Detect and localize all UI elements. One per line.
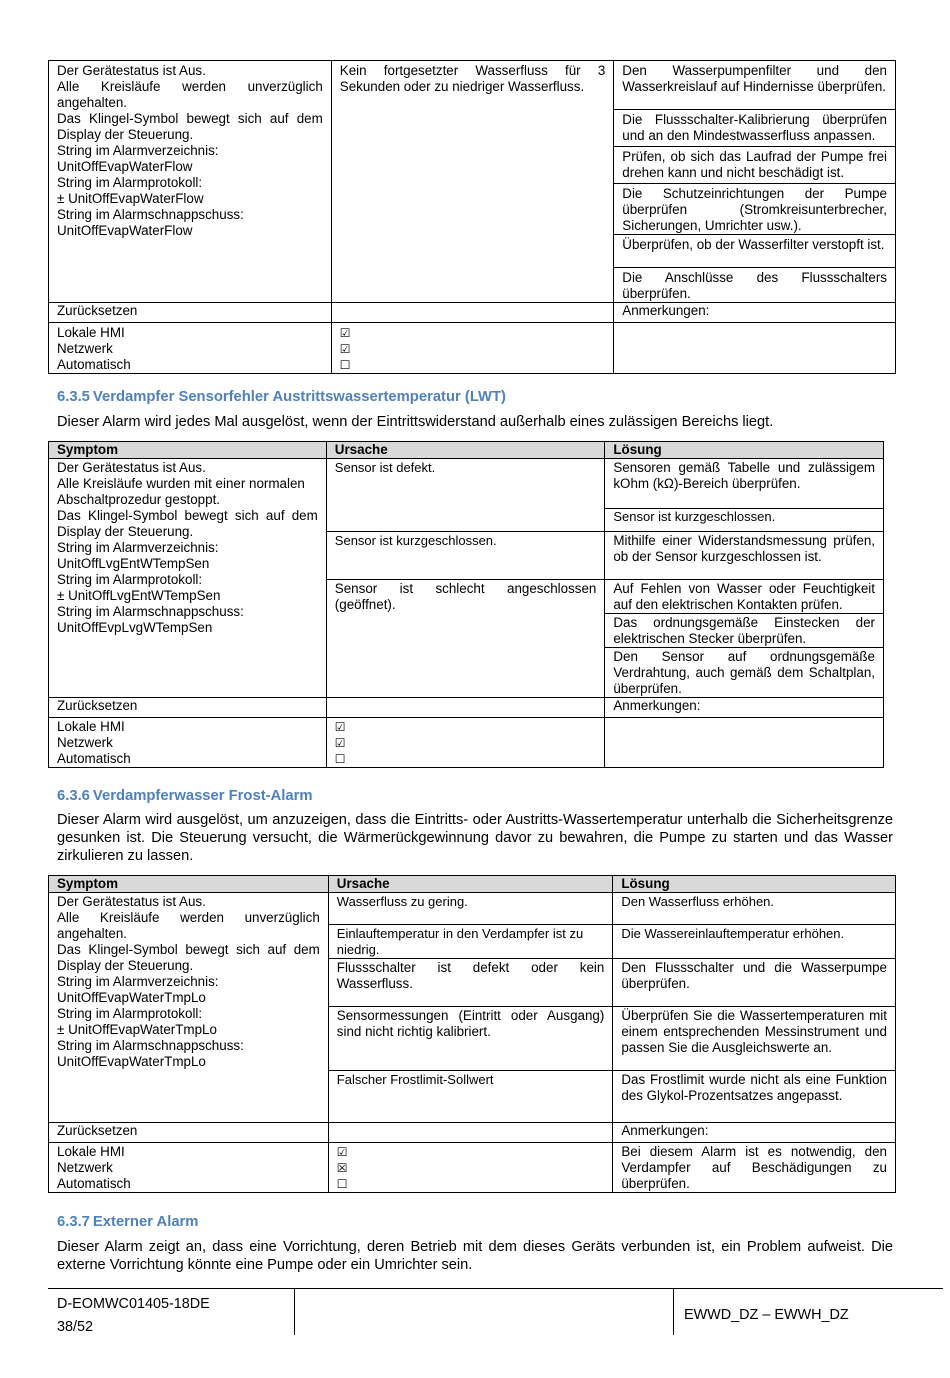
symptom-line: Der Gerätestatus ist Aus. (57, 460, 206, 475)
reset-mode-local: Lokale HMI (57, 1144, 125, 1159)
symptom-line: Der Gerätestatus ist Aus. (57, 894, 206, 909)
symptom-line: UnitOffEvapWaterTmpLo (57, 990, 206, 1005)
symptom-line: String im Alarmverzeichnis: (57, 974, 219, 989)
section-paragraph: Dieser Alarm zeigt an, dass eine Vorrichtung, deren Betrieb mit dem dieses Geräts verbunden ist, ein Problem aufweist. Die externe Vorrichtung könnte eine Pumpe oder ein Umrichter sein. (57, 1239, 893, 1273)
cause-cell: Sensormessungen (Eintritt oder Ausgang) sind nicht richtig kalibriert. (328, 1007, 613, 1071)
reset-mode-network: Netzwerk (57, 1160, 113, 1175)
table-row (49, 698, 884, 718)
solution-cell: Überprüfen Sie die Wassertemperaturen mit einem entsprechenden Messinstrument und passen Sie die Ausgleichswerte an. (613, 1007, 896, 1071)
symptom-line: UnitOffEvpLvgWTempSen (57, 620, 213, 635)
section-paragraph: Dieser Alarm wird ausgelöst, um anzuzeigen, dass die Eintritts- oder Austritts-Wassertemperatur unterhalb die Sicherheitsgrenze gesunken ist. Die Steuerung versucht, die Wärmerückgewinnung davor zu bewahren, die Pumpe zu starten und das Wasser zirkulieren zu lassen. (57, 812, 893, 864)
table-row (49, 718, 884, 768)
solution-cell: Den Wasserpumpenfilter und den Wasserkreislauf auf Hindernisse überprüfen. (614, 61, 896, 110)
section-number: 6.3.5 (57, 389, 90, 405)
section-heading (57, 389, 506, 405)
reset-mode-auto: Automatisch (57, 751, 131, 766)
notes-label: Anmerkungen: (613, 1123, 896, 1143)
cause-cell: Sensor ist schlecht angeschlossen (geöffnet). (326, 580, 605, 698)
table-header-row (49, 442, 884, 459)
footer-page-number: 38/52 (57, 1319, 94, 1335)
symptom-cell (49, 893, 329, 1123)
reset-mode-auto: Automatisch (57, 1176, 131, 1191)
symptom-line: Alle Kreisläufe wurden mit einer normalen Abschaltprozedur gestoppt. (57, 476, 305, 507)
column-header: Ursache (328, 876, 613, 893)
checkbox-icon: ☐ (339, 358, 351, 372)
symptom-line: UnitOffLvgEntWTempSen (57, 556, 210, 571)
checkbox-icon: ☑ (336, 1145, 348, 1159)
cause-cell: Sensor ist defekt. (326, 459, 605, 532)
solution-cell: Das ordnungsgemäße Einstecken der elektrischen Stecker überprüfen. (605, 614, 884, 648)
table-header-row (49, 876, 896, 893)
solution-cell: Prüfen, ob sich das Laufrad der Pumpe frei drehen kann und nicht beschädigt ist. (614, 147, 896, 184)
footer-separator (294, 1289, 295, 1335)
symptom-line: UnitOffEvapWaterFlow (57, 223, 193, 238)
symptom-line: ± UnitOffEvapWaterFlow (57, 191, 204, 206)
notes-cell (605, 718, 884, 768)
notes-cell (614, 323, 896, 374)
reset-mode-local: Lokale HMI (57, 325, 125, 340)
checkbox-icon: ☐ (334, 752, 346, 766)
section-heading (57, 788, 313, 804)
table-row (49, 459, 884, 509)
reset-checks-cell (326, 718, 605, 768)
reset-checks-cell (331, 323, 614, 374)
symptom-cell (49, 61, 332, 303)
column-header: Symptom (49, 442, 327, 459)
solution-cell: Das Frostlimit wurde nicht als eine Funktion des Glykol-Prozentsatzes angepasst. (613, 1071, 896, 1123)
column-header: Lösung (613, 876, 896, 893)
symptom-line: String im Alarmprotokoll: (57, 572, 203, 587)
cause-cell: Einlauftemperatur in den Verdampfer ist zu niedrig. (328, 925, 613, 959)
table-row (49, 303, 896, 323)
symptom-line: Der Gerätestatus ist Aus. (57, 63, 206, 78)
table-row (49, 1123, 896, 1143)
solution-cell: Die Wassereinlauftemperatur erhöhen. (613, 925, 896, 959)
frost-alarm-table (48, 875, 896, 1193)
symptom-line: Das Klingel-Symbol bewegt sich auf dem Display der Steuerung. (57, 508, 318, 539)
table-row (49, 323, 896, 374)
column-header: Ursache (326, 442, 605, 459)
solution-cell: Die Anschlüsse des Flussschalters überprüfen. (614, 268, 896, 303)
section-title: Verdampferwasser Frost-Alarm (92, 788, 313, 804)
symptom-line: String im Alarmprotokoll: (57, 175, 203, 190)
cause-cell: Falscher Frostlimit-Sollwert (328, 1071, 613, 1123)
cause-cell: Kein fortgesetzter Wasserfluss für 3 Sekunden oder zu niedriger Wasserfluss. (331, 61, 614, 303)
table-row (49, 1143, 896, 1193)
symptom-line: ± UnitOffLvgEntWTempSen (57, 588, 221, 603)
notes-label: Anmerkungen: (605, 698, 884, 718)
reset-modes-cell (49, 1143, 329, 1193)
lwt-sensor-alarm-table (48, 441, 884, 768)
checkbox-icon: ☑ (339, 342, 351, 356)
column-header: Symptom (49, 876, 329, 893)
symptom-line: String im Alarmschnappschuss: (57, 207, 244, 222)
symptom-line: String im Alarmverzeichnis: (57, 540, 219, 555)
symptom-line: ± UnitOffEvapWaterTmpLo (57, 1022, 217, 1037)
reset-mode-network: Netzwerk (57, 735, 113, 750)
solution-cell: Überprüfen, ob der Wasserfilter verstopft ist. (614, 235, 896, 268)
symptom-line: Alle Kreisläufe werden unverzüglich angehalten. (57, 79, 323, 110)
checkbox-icon: ☑ (334, 720, 346, 734)
reset-checks-cell (328, 1143, 613, 1193)
symptom-line: UnitOffEvapWaterFlow (57, 159, 193, 174)
footer-doc-id: D-EOMWC01405-18DE (57, 1296, 210, 1312)
solution-cell: Die Schutzeinrichtungen der Pumpe überprüfen (Stromkreisunterbrecher, Sicherungen, Umrichter usw.). (614, 184, 896, 235)
reset-modes-cell (49, 323, 332, 374)
solution-cell: Den Sensor auf ordnungsgemäße Verdrahtung, auch gemäß dem Schaltplan, überprüfen. (605, 648, 884, 698)
column-header: Lösung (605, 442, 884, 459)
cause-cell: Flussschalter ist defekt oder kein Wasserfluss. (328, 959, 613, 1007)
footer-separator (673, 1289, 674, 1335)
solution-cell: Auf Fehlen von Wasser oder Feuchtigkeit auf den elektrischen Kontakten prüfen. (605, 580, 884, 614)
empty-cell (331, 303, 614, 323)
checkbox-icon: ☑ (334, 736, 346, 750)
section-number: 6.3.7 (57, 1214, 90, 1230)
solution-cell: Den Flussschalter und die Wasserpumpe überprüfen. (613, 959, 896, 1007)
reset-label: Zurücksetzen (49, 303, 332, 323)
solution-cell: Mithilfe einer Widerstandsmessung prüfen, ob der Sensor kurzgeschlossen ist. (605, 532, 884, 580)
cause-cell: Sensor ist kurzgeschlossen. (326, 532, 605, 580)
cause-cell: Wasserfluss zu gering. (328, 893, 613, 925)
section-number: 6.3.6 (57, 788, 90, 804)
reset-mode-auto: Automatisch (57, 357, 131, 372)
solution-cell: Den Wasserfluss erhöhen. (613, 893, 896, 925)
symptom-line: String im Alarmverzeichnis: (57, 143, 219, 158)
flow-alarm-table (48, 60, 896, 374)
checkbox-icon: ☐ (336, 1177, 348, 1191)
empty-cell (328, 1123, 613, 1143)
symptom-line: UnitOffEvapWaterTmpLo (57, 1054, 206, 1069)
symptom-line: Das Klingel-Symbol bewegt sich auf dem Display der Steuerung. (57, 942, 320, 973)
footer-divider (48, 1288, 943, 1289)
reset-mode-local: Lokale HMI (57, 719, 125, 734)
section-paragraph: Dieser Alarm wird jedes Mal ausgelöst, wenn der Eintrittswiderstand außerhalb eines zulässigen Bereichs liegt. (57, 414, 774, 430)
empty-cell (326, 698, 605, 718)
solution-cell: Sensoren gemäß Tabelle und zulässigem kOhm (kΩ)-Bereich überprüfen. (605, 459, 884, 509)
solution-cell: Die Flussschalter-Kalibrierung überprüfen und an den Mindestwasserfluss anpassen. (614, 110, 896, 147)
footer-models: EWWD_DZ – EWWH_DZ (684, 1307, 849, 1323)
notes-label: Anmerkungen: (614, 303, 896, 323)
symptom-cell (49, 459, 327, 698)
solution-cell: Sensor ist kurzgeschlossen. (605, 509, 884, 532)
table-row (49, 61, 896, 110)
reset-label: Zurücksetzen (49, 1123, 329, 1143)
symptom-line: String im Alarmschnappschuss: (57, 604, 244, 619)
section-title: Externer Alarm (92, 1214, 199, 1230)
symptom-line: String im Alarmprotokoll: (57, 1006, 203, 1021)
section-heading (57, 1214, 198, 1230)
symptom-line: Das Klingel-Symbol bewegt sich auf dem Display der Steuerung. (57, 111, 323, 142)
checkbox-icon: ☑ (339, 326, 351, 340)
checkbox-icon: ☒ (336, 1161, 348, 1175)
reset-modes-cell (49, 718, 327, 768)
symptom-line: Alle Kreisläufe werden unverzüglich angehalten. (57, 910, 320, 941)
table-row (49, 893, 896, 925)
section-title: Verdampfer Sensorfehler Austrittswassertemperatur (LWT) (92, 389, 506, 405)
reset-mode-network: Netzwerk (57, 341, 113, 356)
symptom-line: String im Alarmschnappschuss: (57, 1038, 244, 1053)
notes-cell: Bei diesem Alarm ist es notwendig, den Verdampfer auf Beschädigungen zu überprüfen. (613, 1143, 896, 1193)
reset-label: Zurücksetzen (49, 698, 327, 718)
